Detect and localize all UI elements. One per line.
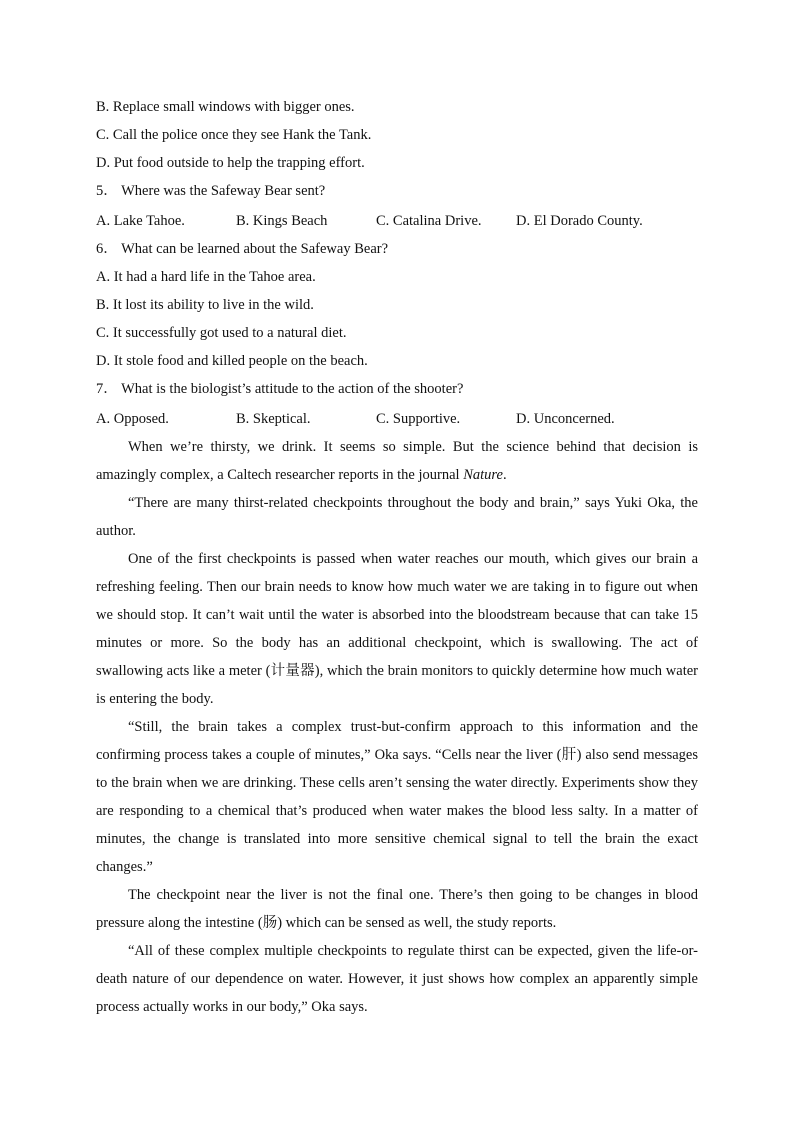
passage-paragraph-1 [96, 433, 698, 489]
q4-option-b: B. Replace small windows with bigger ones. [96, 99, 355, 115]
passage-paragraph-3: One of the first checkpoints is passed when water reaches our mouth, which gives our brain a refreshing feeling. Then our brain needs to know how much water we are taking in to figure out when we should stop. It can’t wait until the water is absorbed into the bloodstream because that can take 15 minutes or more. So the body has an additional checkpoint, which is swallowing. The act of swallowing acts like a meter (计量器), which the brain monitors to quickly determine how much water is entering the body. [96, 551, 698, 707]
q6-option-d: D. It stole food and killed people on the beach. [96, 353, 368, 369]
q5-question: 5． Where was the Safeway Bear sent? [96, 183, 326, 199]
q5-option-b: B. Kings Beach [236, 213, 328, 229]
passage-paragraph-6: “All of these complex multiple checkpoints to regulate thirst can be expected, given the life-or-death nature of our dependence on water. However, it just shows how complex an apparently simple process actually works in our body,” Oka says. [96, 943, 698, 1015]
p1-text: When we’re thirsty, we drink. It seems so simple. But the science behind that decision is amazingly complex, a Caltech researcher reports in the journal [96, 439, 698, 483]
q6-option-a: A. It had a hard life in the Tahoe area. [96, 269, 316, 285]
passage-paragraph-5: The checkpoint near the liver is not the final one. There’s then going to be changes in blood pressure along the intestine (肠) which can be sensed as well, the study reports. [96, 887, 698, 931]
q6-option-c: C. It successfully got used to a natural diet. [96, 325, 347, 341]
q6-question: 6． What can be learned about the Safeway Bear? [96, 241, 389, 257]
q7-options [96, 405, 698, 433]
q7-option-a: A. Opposed. [96, 411, 169, 427]
q5-option-c: C. Catalina Drive. [376, 213, 482, 229]
q5-options [96, 207, 698, 235]
q6-option-b: B. It lost its ability to live in the wild. [96, 297, 314, 313]
q4-option-c: C. Call the police once they see Hank the Tank. [96, 127, 372, 143]
q7-question: 7． What is the biologist’s attitude to the action of the shooter? [96, 381, 464, 397]
passage-paragraph-2: “There are many thirst-related checkpoints throughout the body and brain,” says Yuki Oka, the author. [96, 495, 698, 539]
q7-option-d: D. Unconcerned. [516, 411, 615, 427]
q4-option-d: D. Put food outside to help the trapping effort. [96, 155, 365, 171]
q5-option-d: D. El Dorado County. [516, 213, 643, 229]
q7-option-c: C. Supportive. [376, 411, 461, 427]
q7-option-b: B. Skeptical. [236, 411, 311, 427]
journal-name: Nature [463, 467, 503, 483]
passage-paragraph-4: “Still, the brain takes a complex trust-but-confirm approach to this information and the confirming process takes a couple of minutes,” Oka says. “Cells near the liver (肝) also send messages to the brain when we are drinking. These cells aren’t sensing the water directly. Experiments show they are responding to a chemical that’s produced when water makes the blood less salty. In a matter of minutes, the change is translated into more sensitive chemical signal to tell the brain the exact changes.” [96, 719, 698, 875]
q5-option-a: A. Lake Tahoe. [96, 213, 185, 229]
p1-end: . [502, 467, 507, 483]
document-page [96, 93, 698, 1021]
